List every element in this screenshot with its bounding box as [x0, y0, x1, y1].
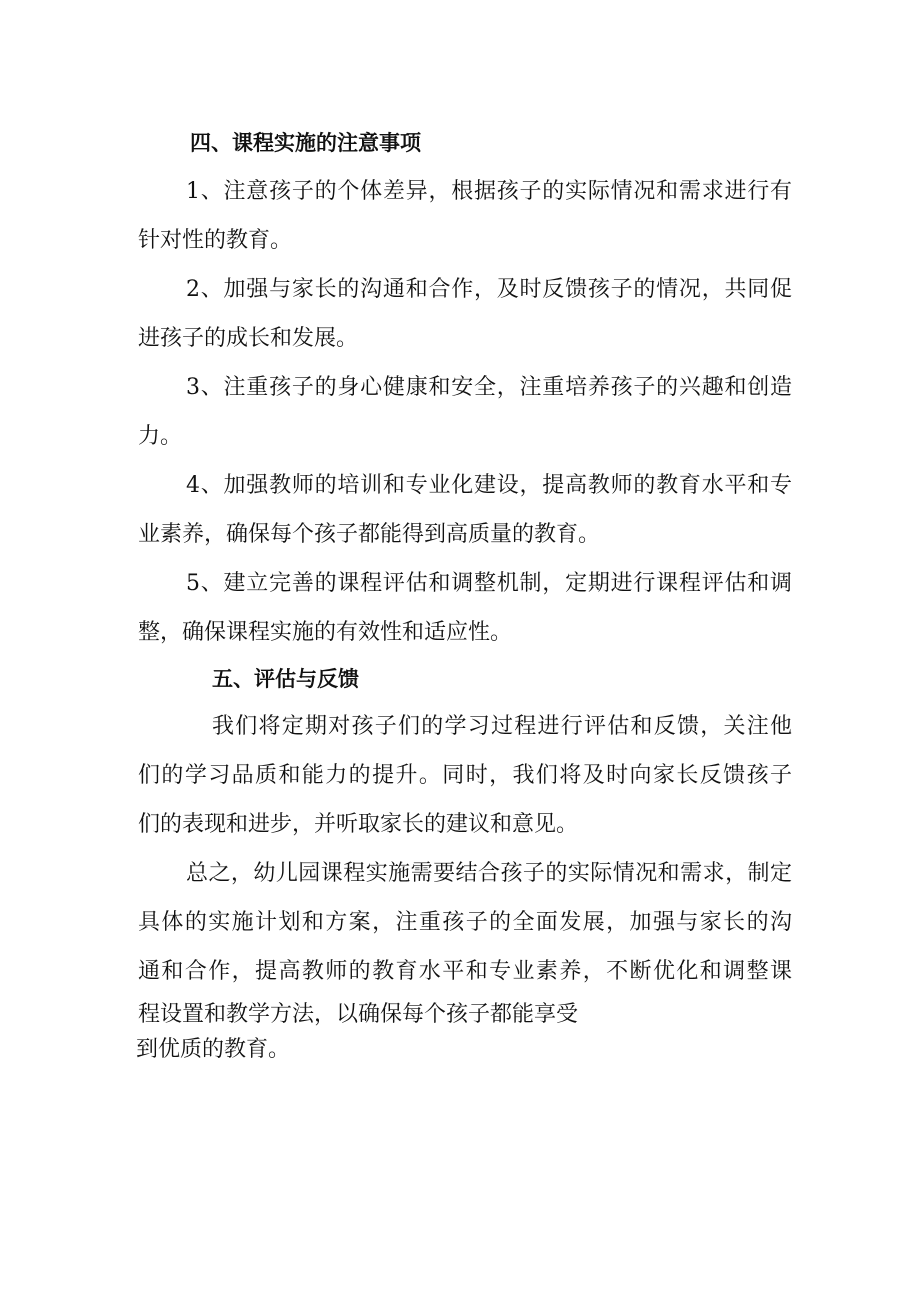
summary-line-2: 具体的实施计划和方案，注重孩子的全面发展，加强与家长的沟	[138, 910, 792, 935]
item-4-line-2: 业素养，确保每个孩子都能得到高质量的教育。	[138, 522, 601, 547]
item-2-line-2: 进孩子的成长和发展。	[138, 326, 359, 351]
item-3-line-1: 3、注重孩子的身心健康和安全，注重培养孩子的兴趣和创造	[186, 375, 792, 400]
item-5-line-1: 5、建立完善的课程评估和调整机制，定期进行课程评估和调	[186, 571, 792, 596]
item-3-line-2: 力。	[138, 424, 183, 449]
section-4-heading: 四、课程实施的注意事项	[190, 131, 421, 155]
section-5-line-1: 我们将定期对孩子们的学习过程进行评估和反馈，关注他	[212, 714, 792, 739]
section-5-heading: 五、评估与反馈	[212, 667, 359, 691]
item-2-line-1: 2、加强与家长的沟通和合作，及时反馈孩子的情况，共同促	[186, 277, 792, 302]
item-4-line-1: 4、加强教师的培训和专业化建设，提高教师的教育水平和专	[186, 473, 792, 498]
summary-line-4: 程设置和教学方法，以确保每个孩子都能享受	[138, 1002, 579, 1027]
item-5-line-2: 整，确保课程实施的有效性和适应性。	[138, 620, 513, 645]
section-5-line-3: 们的表现和进步，并听取家长的建议和意见。	[138, 812, 579, 837]
item-1-line-2: 针对性的教育。	[138, 228, 293, 253]
summary-line-5: 到优质的教育。	[136, 1037, 291, 1062]
summary-line-1: 总之，幼儿园课程实施需要结合孩子的实际情况和需求，制定	[186, 861, 792, 886]
item-1-line-1: 1、注意孩子的个体差异，根据孩子的实际情况和需求进行有	[186, 179, 792, 204]
summary-line-3: 通和合作，提高教师的教育水平和专业素养，不断优化和调整课	[138, 959, 792, 984]
section-5-line-2: 们的学习品质和能力的提升。同时，我们将及时向家长反馈孩子	[138, 763, 792, 788]
